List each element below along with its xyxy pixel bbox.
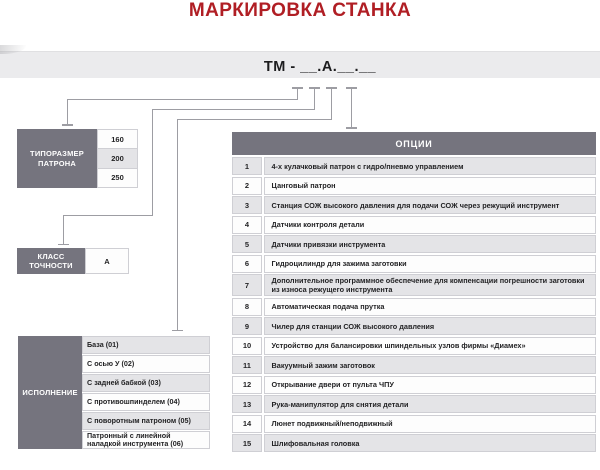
chuck-size-value: 160: [97, 129, 138, 149]
option-row: [232, 317, 596, 335]
option-row: [232, 356, 596, 374]
accuracy-class-value: А: [85, 248, 129, 274]
configuration-values: [82, 336, 210, 449]
option-row: [232, 415, 596, 433]
options-table-header: ОПЦИИ: [232, 132, 596, 155]
option-number: 4: [232, 216, 262, 234]
option-number: 8: [232, 298, 262, 316]
connector-segment: [67, 99, 69, 126]
option-text: Устройство для балансировки шпиндельных узлов фирмы «Диамех»: [264, 337, 597, 355]
option-text: Открывание двери от пульта ЧПУ: [264, 376, 597, 394]
connector-segment: [58, 244, 69, 246]
model-code: ТМ - __.А.__.__: [263, 59, 377, 75]
option-number: 12: [232, 376, 262, 394]
option-row: [232, 337, 596, 355]
chuck-size-value: 200: [97, 148, 138, 168]
option-text: Люнет подвижный/неподвижный: [264, 415, 597, 433]
connector-segment: [297, 87, 299, 99]
option-row: [232, 196, 596, 214]
connector-segment: [346, 127, 357, 129]
option-text: 4-х кулачковый патрон с гидро/пневмо управлением: [264, 157, 597, 175]
connector-segment: [314, 87, 316, 110]
option-row: [232, 235, 596, 253]
option-number: 6: [232, 255, 262, 273]
option-text: Датчики привязки инструмента: [264, 235, 597, 253]
option-text: Рука-манипулятор для снятия детали: [264, 395, 597, 413]
option-row: [232, 157, 596, 175]
accuracy-class-label: КЛАСС ТОЧНОСТИ: [17, 248, 85, 274]
option-number: 15: [232, 434, 262, 452]
configuration-value: С задней бабкой (03): [82, 374, 210, 392]
connector-segment: [177, 119, 179, 331]
connector-segment: [63, 215, 65, 245]
option-number: 3: [232, 196, 262, 214]
connector-segment: [351, 87, 353, 128]
connector-segment: [152, 109, 154, 217]
option-number: 9: [232, 317, 262, 335]
option-number: 5: [232, 235, 262, 253]
chuck-size-label: ТИПОРАЗМЕР ПАТРОНА: [17, 129, 97, 188]
options-table-rows: [232, 157, 596, 452]
connector-segment: [172, 330, 183, 332]
option-text: Вакуумный зажим заготовок: [264, 356, 597, 374]
option-number: 7: [232, 274, 262, 296]
configuration-value: База (01): [82, 336, 210, 354]
option-row: [232, 376, 596, 394]
option-number: 1: [232, 157, 262, 175]
configuration-value: С осью У (02): [82, 355, 210, 373]
chuck-size-values: [97, 129, 138, 188]
accuracy-class-values: [85, 248, 129, 274]
connector-segment: [63, 215, 154, 217]
options-table: [232, 132, 596, 454]
connector-segment: [67, 99, 299, 101]
configuration-value: С противошпинделем (04): [82, 393, 210, 411]
option-row: [232, 255, 596, 273]
option-row: [232, 395, 596, 413]
option-text: Автоматическая подача прутка: [264, 298, 597, 316]
option-text: Гидроцилиндр для зажима заготовки: [264, 255, 597, 273]
option-row: [232, 216, 596, 234]
option-text: Датчики контроля детали: [264, 216, 597, 234]
page-curl-shadow: [0, 45, 26, 54]
option-number: 11: [232, 356, 262, 374]
configuration-label: ИСПОЛНЕНИЕ: [18, 336, 82, 449]
option-text: Цанговый патрон: [264, 177, 597, 195]
configuration-value: Патронный с линейной наладкой инструмента (06): [82, 431, 210, 449]
option-number: 13: [232, 395, 262, 413]
page-title: МАРКИРОВКА СТАНКА: [188, 0, 412, 21]
option-text: Шлифовальная головка: [264, 434, 597, 452]
option-row: [232, 177, 596, 195]
option-row: [232, 274, 596, 296]
connector-segment: [152, 109, 316, 111]
connector-segment: [331, 87, 333, 120]
option-text: Станция СОЖ высокого давления для подачи СОЖ через режущий инструмент: [264, 196, 597, 214]
chuck-size-value: 250: [97, 168, 138, 188]
option-number: 14: [232, 415, 262, 433]
option-number: 2: [232, 177, 262, 195]
option-text: Чилер для станции СОЖ высокого давления: [264, 317, 597, 335]
option-text: Дополнительное программное обеспечение для компенсации погрешности заготовки из износа режущего инструмента: [264, 274, 597, 296]
option-number: 10: [232, 337, 262, 355]
configuration-value: С поворотным патроном (05): [82, 412, 210, 430]
connector-segment: [177, 119, 333, 121]
option-row: [232, 434, 596, 452]
option-row: [232, 298, 596, 316]
connector-segment: [62, 124, 73, 126]
